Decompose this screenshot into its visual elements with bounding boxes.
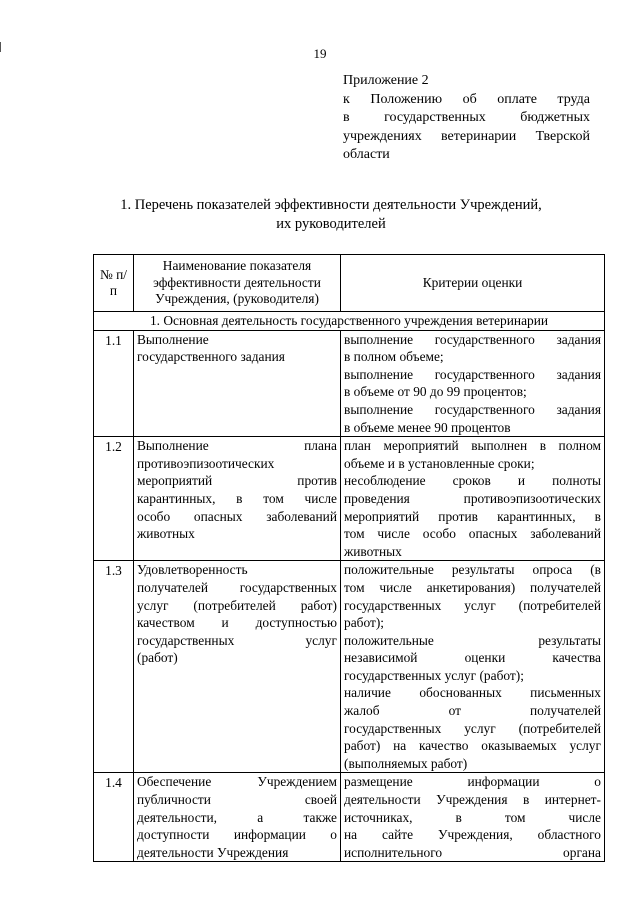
name-line: Обеспечение Учреждением [137, 774, 337, 790]
name-line: получателей государственных [137, 579, 337, 595]
table-header-row [94, 255, 605, 312]
annex-line: в государственных бюджетных [343, 110, 590, 125]
criteria-line: государственных услуг (потребителей [344, 720, 601, 736]
criteria-line: на сайте Учреждения, областного [344, 827, 601, 843]
row-number: 1.1 [94, 330, 134, 437]
criteria-line: объеме и в установленные сроки; [344, 455, 535, 471]
criteria-line: несоблюдение сроков и полноты [344, 473, 601, 489]
criteria-line: животных [344, 543, 402, 559]
section-title: 1. Основная деятельность государственного учреждения ветеринарии [94, 312, 605, 331]
row-number: 1.4 [94, 773, 134, 862]
page-number: 19 [313, 46, 327, 61]
indicator-name [134, 561, 341, 773]
criteria-line: исполнительного органа [344, 844, 601, 860]
name-line: карантинных, в том числе [137, 490, 337, 506]
name-line: качеством и доступностью [137, 615, 337, 631]
criteria-cell [341, 773, 605, 862]
criteria-line: в объеме менее 90 процентов [344, 419, 511, 435]
criteria-line: том числе анкетирования) получателей [344, 579, 601, 595]
criteria-line: работ); [344, 615, 385, 631]
name-line: доступности информации о [137, 827, 337, 843]
annex-line: к Положению об оплате труда [343, 91, 590, 107]
name-line: животных [137, 526, 195, 542]
criteria-line: деятельности Учреждения в интернет- [344, 792, 601, 808]
header-num: № п/п [94, 255, 134, 312]
name-line: публичности своей [137, 792, 337, 808]
table-row [94, 773, 605, 862]
criteria-line: в объеме от 90 до 99 процентов; [344, 384, 527, 400]
criteria-cell [341, 437, 605, 561]
criteria-line: выполнение государственного задания [344, 366, 601, 382]
section-row [94, 312, 605, 331]
criteria-line: в полном объеме; [344, 349, 444, 365]
header-criteria: Критерии оценки [341, 255, 605, 312]
indicator-name [134, 330, 341, 437]
annex-line: учреждениях ветеринарии Тверской [343, 128, 590, 144]
name-line: (работ) [137, 650, 178, 666]
name-line: деятельности, а также [137, 809, 337, 825]
name-line: особо опасных заболеваний [137, 508, 337, 524]
heading-line-2: их руководителей [276, 215, 386, 232]
criteria-line: проведения противоэпизоотических [344, 490, 601, 506]
criteria-line: (выполняемых работ) [344, 755, 468, 771]
criteria-line: том числе особо опасных заболеваний [344, 526, 601, 542]
table-row [94, 330, 605, 437]
criteria-line: выполнение государственного задания [344, 401, 601, 417]
criteria-line: источниках, в том числе [344, 809, 601, 825]
criteria-cell [341, 561, 605, 773]
criteria-cell [341, 330, 605, 437]
indicator-name [134, 437, 341, 561]
criteria-line: положительные результаты опроса (в [344, 562, 601, 578]
indicator-name [134, 773, 341, 862]
criteria-line: жалоб от получателей [344, 703, 601, 719]
annex-block [343, 72, 590, 165]
annex-line: Приложение 2 [343, 73, 429, 88]
row-number: 1.3 [94, 561, 134, 773]
name-line: Выполнение [137, 331, 209, 347]
criteria-line: мероприятий против карантинных, в [344, 508, 601, 524]
document-heading [90, 196, 572, 233]
criteria-line: наличие обоснованных письменных [344, 685, 601, 701]
criteria-line: государственных услуг (потребителей [344, 597, 601, 613]
name-line: государственных услуг [137, 632, 337, 648]
name-line: деятельности Учреждения [137, 844, 289, 860]
header-indicator-name: Наименование показателя эффективности деятельности Учреждения, (руководителя) [134, 255, 341, 312]
table-row [94, 561, 605, 773]
name-line: противоэпизоотических [137, 455, 275, 471]
criteria-line: выполнение государственного задания [344, 331, 601, 347]
name-line: мероприятий против [137, 473, 337, 489]
criteria-line: государственных услуг (работ); [344, 667, 524, 683]
name-line: государственного задания [137, 349, 285, 365]
criteria-line: положительные результаты [344, 632, 601, 648]
name-line: услуг (потребителей работ) [137, 597, 337, 613]
criteria-line: план мероприятий выполнен в полном [344, 438, 601, 454]
criteria-line: размещение информации о [344, 774, 601, 790]
criteria-line: работ) на качество оказываемых услуг [344, 738, 601, 754]
row-number: 1.2 [94, 437, 134, 561]
table-row [94, 437, 605, 561]
heading-line-1: 1. Перечень показателей эффективности деятельности Учреждений, [120, 197, 542, 213]
annex-line: области [343, 147, 390, 162]
name-line: Выполнение плана [137, 438, 337, 454]
criteria-line: независимой оценки качества [344, 650, 601, 666]
criteria-table [93, 254, 605, 862]
name-line: Удовлетворенность [137, 562, 248, 578]
